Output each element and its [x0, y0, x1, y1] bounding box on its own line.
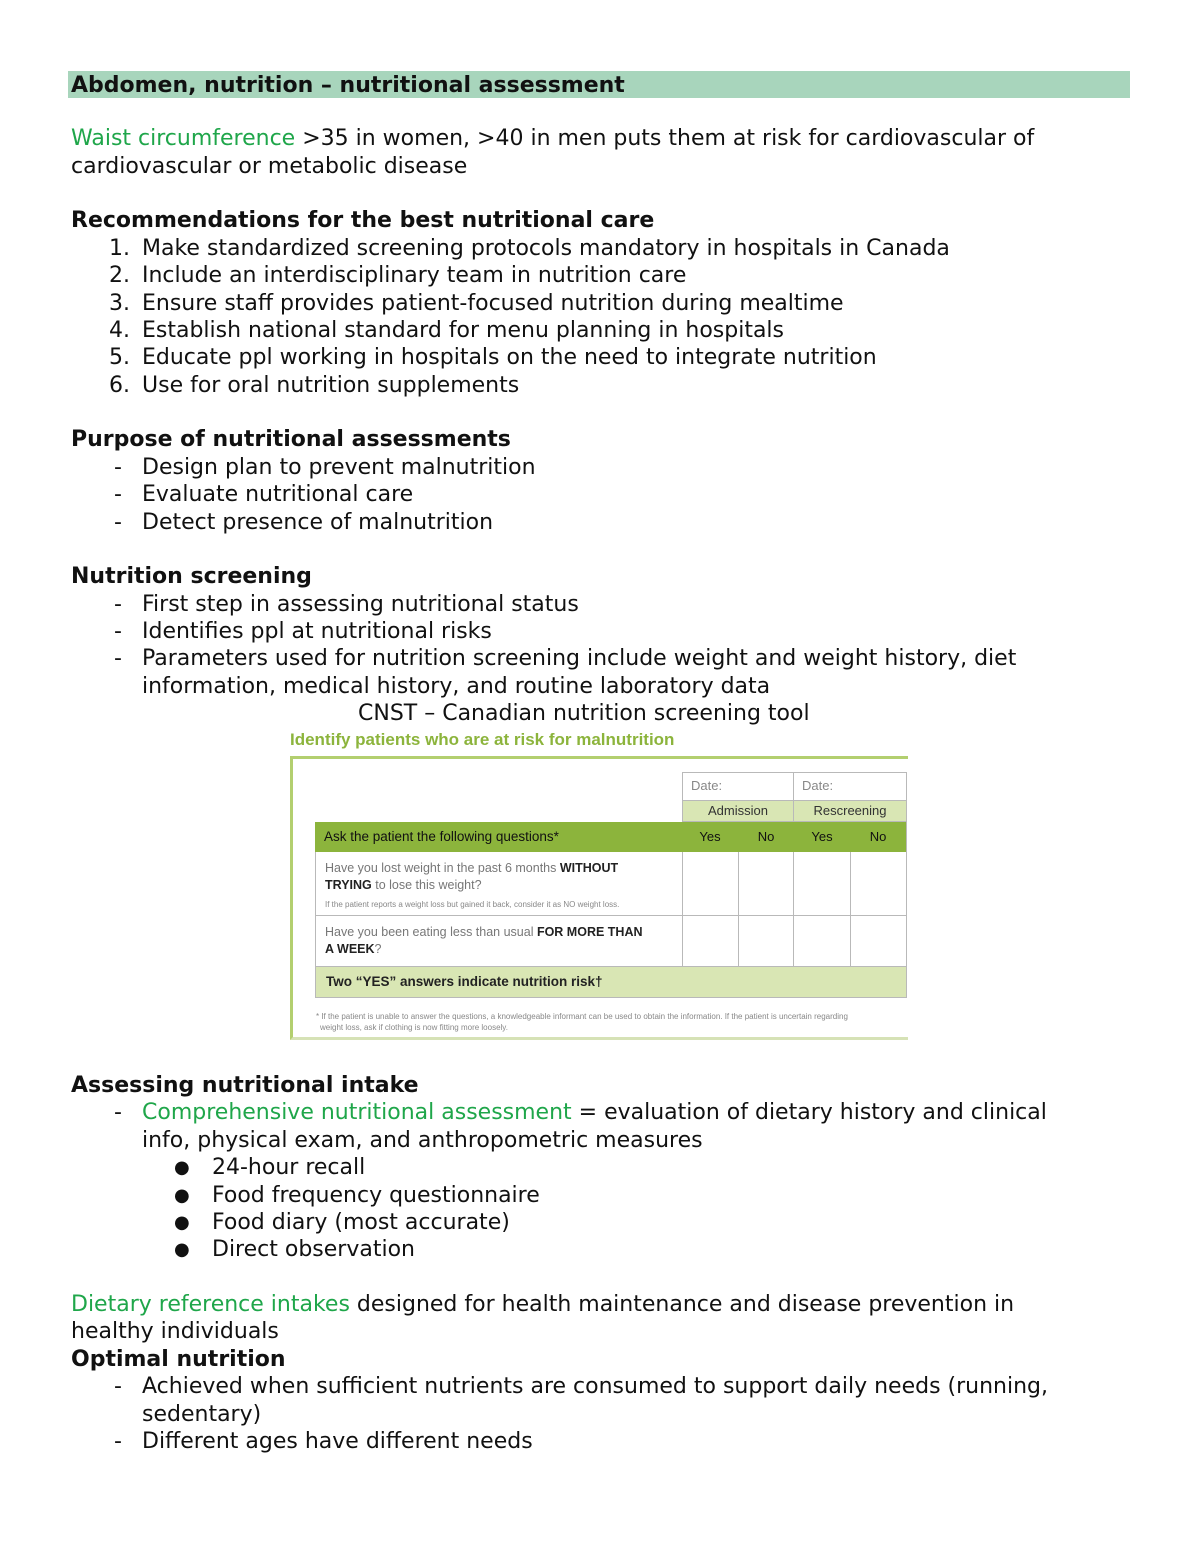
no-header: No	[869, 829, 887, 844]
list-number: 1.	[109, 236, 130, 261]
list-text: Use for oral nutrition supplements	[142, 373, 520, 398]
q1-emphasis: TRYING	[325, 878, 372, 892]
dash-icon: -	[114, 1100, 122, 1125]
purpose-item: Design plan to prevent malnutrition	[142, 455, 536, 480]
footnote-2: weight loss, ask if clothing is now fitting more loosely.	[320, 1023, 508, 1032]
ask-label: Ask the patient the following questions*	[324, 829, 559, 844]
screening-title: Nutrition screening	[71, 564, 312, 589]
question-1-line-2	[325, 877, 482, 894]
dash-icon: -	[114, 510, 122, 535]
cnst-figure	[288, 728, 910, 1044]
cnst-caption: CNST – Canadian nutrition screening tool	[358, 701, 810, 726]
bullet-icon: ●	[174, 1185, 190, 1206]
recommendations-title: Recommendations for the best nutritional care	[71, 208, 655, 233]
optimal-item-continued: sedentary)	[142, 1402, 262, 1427]
question-2	[325, 924, 643, 941]
list-text: Ensure staff provides patient-focused nutrition during mealtime	[142, 291, 844, 316]
dri-text: designed for health maintenance and disease prevention in	[349, 1292, 1015, 1317]
list-text: Educate ppl working in hospitals on the need to integrate nutrition	[142, 345, 877, 370]
q1-text: Have you lost weight in the past 6 months	[325, 861, 560, 875]
waist-line-1	[71, 125, 1034, 152]
q2-text: Have you been eating less than usual	[325, 925, 537, 939]
col-divider	[738, 852, 739, 966]
intake-bullet: 24-hour recall	[212, 1155, 366, 1180]
screening-item: First step in assessing nutritional status	[142, 592, 579, 617]
result-text: Two “YES” answers indicate nutrition risk†	[326, 974, 603, 989]
list-number: 3.	[109, 291, 130, 316]
yes-header: Yes	[699, 829, 721, 844]
col-divider	[315, 852, 316, 966]
date-admission-cell: Date:	[682, 772, 794, 801]
q1-emphasis: WITHOUT	[559, 861, 619, 875]
date-rescreening-cell: Date:	[793, 772, 907, 801]
purpose-item: Detect presence of malnutrition	[142, 510, 494, 535]
bullet-icon: ●	[174, 1212, 190, 1233]
dash-icon: -	[114, 592, 122, 617]
list-number: 4.	[109, 318, 130, 343]
col-divider	[906, 772, 907, 998]
intake-text: = evaluation of dietary history and clinical	[571, 1100, 1047, 1125]
q2-emphasis: FOR MORE THAN	[536, 925, 643, 939]
dri-line-2: healthy individuals	[71, 1319, 279, 1344]
waist-line-2: cardiovascular or metabolic disease	[71, 154, 468, 179]
bullet-icon: ●	[174, 1157, 190, 1178]
dri-line-1	[71, 1291, 1014, 1318]
col-divider	[850, 852, 851, 966]
intake-bullet: Food frequency questionnaire	[212, 1183, 540, 1208]
list-number: 5.	[109, 345, 130, 370]
col-divider	[793, 852, 794, 966]
intake-item-line-1	[142, 1099, 1047, 1126]
optimal-item: Achieved when sufficient nutrients are consumed to support daily needs (running,	[142, 1374, 1049, 1399]
dri-term: Dietary reference intakes	[71, 1292, 350, 1317]
intake-bullet: Food diary (most accurate)	[212, 1210, 510, 1235]
no-header: No	[757, 829, 775, 844]
waist-term: Waist circumference	[71, 126, 296, 151]
dash-icon: -	[114, 646, 122, 671]
purpose-item: Evaluate nutritional care	[142, 482, 414, 507]
optimal-item: Different ages have different needs	[142, 1429, 533, 1454]
intake-item-line-2: info, physical exam, and anthropometric measures	[142, 1128, 703, 1153]
optimal-title: Optimal nutrition	[71, 1347, 286, 1372]
list-number: 6.	[109, 373, 130, 398]
bullet-icon: ●	[174, 1239, 190, 1260]
cnst-title: Identify patients who are at risk for malnutrition	[290, 730, 675, 749]
col-divider	[682, 852, 683, 966]
waist-text: >35 in women, >40 in men puts them at risk for cardiovascular of	[295, 126, 1035, 151]
intake-term: Comprehensive nutritional assessment	[142, 1100, 572, 1125]
q2-emphasis: A WEEK	[325, 942, 375, 956]
list-text: Establish national standard for menu planning in hospitals	[142, 318, 785, 343]
intake-bullet: Direct observation	[212, 1237, 415, 1262]
dash-icon: -	[114, 619, 122, 644]
dash-icon: -	[114, 1374, 122, 1399]
list-text: Make standardized screening protocols mandatory in hospitals in Canada	[142, 236, 950, 261]
list-number: 2.	[109, 263, 130, 288]
intake-title: Assessing nutritional intake	[71, 1073, 419, 1098]
dash-icon: -	[114, 455, 122, 480]
question-2-line-2	[325, 941, 382, 958]
dash-icon: -	[114, 482, 122, 507]
screening-item: Identifies ppl at nutritional risks	[142, 619, 492, 644]
screening-item-continued: information, medical history, and routine laboratory data	[142, 674, 771, 699]
rescreening-header: Rescreening	[793, 800, 907, 822]
yes-header: Yes	[811, 829, 833, 844]
footnote-1: * If the patient is unable to answer the questions, a knowledgeable informant can be used to obtain the information. If the patient is uncertain regarding	[316, 1012, 848, 1021]
question-1	[325, 860, 618, 877]
dash-icon: -	[114, 1429, 122, 1454]
admission-header: Admission	[682, 800, 794, 822]
q2-text: ?	[374, 942, 382, 956]
q1-text: to lose this weight?	[371, 878, 482, 892]
question-1-note: If the patient reports a weight loss but gained it back, consider it as NO weight loss.	[325, 900, 620, 909]
purpose-title: Purpose of nutritional assessments	[71, 427, 511, 452]
page-heading: Abdomen, nutrition – nutritional assessment	[71, 73, 625, 98]
screening-item: Parameters used for nutrition screening include weight and weight history, diet	[142, 646, 1017, 671]
row-divider	[315, 915, 907, 916]
list-text: Include an interdisciplinary team in nutrition care	[142, 263, 687, 288]
